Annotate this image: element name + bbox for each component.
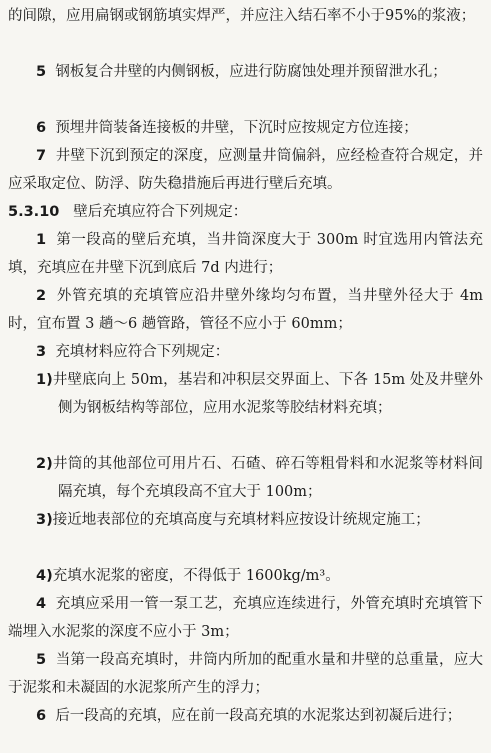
item-text: 外管充填的充填管应沿井壁外缘均匀布置，当井壁外径大于 4m 时，宜布置 3 趟～6 趟管路，管径不应小于 60mm； (8, 288, 483, 332)
item-7 (8, 142, 483, 198)
item-number: 1 (36, 232, 47, 248)
sub-item-text: 接近地表部位的充填高度与充填材料应按设计统规定施工； (52, 512, 430, 528)
item-text: 井壁下沉到预定的深度，应测量井筒偏斜，应经检查符合规定，并应采取定位、防浮、防失稳措施后再进行壁后充填。 (8, 148, 484, 192)
sub-item-number: 4) (36, 568, 53, 584)
clause-item-4 (8, 590, 483, 646)
clause-item-3 (8, 338, 483, 366)
item-number: 6 (36, 120, 47, 136)
item-text: 充填材料应符合下列规定： (55, 344, 230, 360)
item-number: 7 (36, 148, 47, 164)
item-number: 4 (36, 596, 47, 612)
sub-item-number: 3) (36, 512, 53, 528)
item-number: 3 (36, 344, 47, 360)
item-5 (8, 58, 483, 86)
sub-item-number: 2) (36, 456, 53, 472)
paragraph-continuation (8, 2, 483, 30)
sub-item-text: 井筒的其他部位可用片石、石碴、碎石等粗骨料和水泥浆等材料间隔充填，每个充填段高不宜大于 100m； (52, 456, 483, 500)
clause-number: 5.3.10 (8, 204, 60, 220)
item-text: 充填应采用一管一泵工艺，充填应连续进行，外管充填时充填管下端埋入水泥浆的深度不应小于 3m； (8, 596, 484, 640)
clause-item-5 (8, 646, 483, 702)
item-6 (8, 114, 483, 142)
sub-item-2 (36, 450, 483, 506)
sub-item-number: 1) (36, 372, 53, 388)
clause-item-1 (8, 226, 483, 282)
sub-item-text: 井壁底向上 50m，基岩和冲积层交界面上、下各 15m 处及井壁外侧为钢板结构等部位，应用水泥浆等胶结材料充填； (52, 372, 483, 416)
clause-item-2 (8, 282, 483, 338)
sub-item-4 (36, 562, 483, 590)
item-number: 2 (36, 288, 47, 304)
sub-item-text: 充填水泥浆的密度，不得低于 1600kg/m³。 (52, 568, 340, 584)
item-number: 5 (36, 652, 47, 668)
item-text: 后一段高的充填，应在前一段高充填的水泥浆达到初凝后进行； (55, 708, 462, 724)
item-text: 预埋井筒装备连接板的井壁，下沉时应按规定方位连接； (55, 120, 418, 136)
clause-title: 壁后充填应符合下列规定： (73, 204, 248, 220)
item-number: 6 (36, 708, 47, 724)
item-text: 第一段高的壁后充填，当井筒深度大于 300m 时宜选用内管法充填，充填应在井壁下沉到底后 7d 内进行； (8, 232, 483, 276)
item-text: 当第一段高充填时，井筒内所加的配重水量和井壁的总重量，应大于泥浆和未凝固的水泥浆所产生的浮力； (8, 652, 484, 696)
clause-item-6 (8, 702, 483, 730)
sub-item-3 (36, 506, 483, 534)
sub-item-1 (36, 366, 483, 422)
item-text: 钢板复合井壁的内侧钢板，应进行防腐蚀处理并预留泄水孔； (55, 64, 447, 80)
item-number: 5 (36, 64, 47, 80)
paragraph-text: 的间隙，应用扁钢或钢筋填实焊严，并应注入结石率不小于95%的浆液； (8, 8, 476, 24)
clause-5-3-10 (8, 198, 483, 226)
